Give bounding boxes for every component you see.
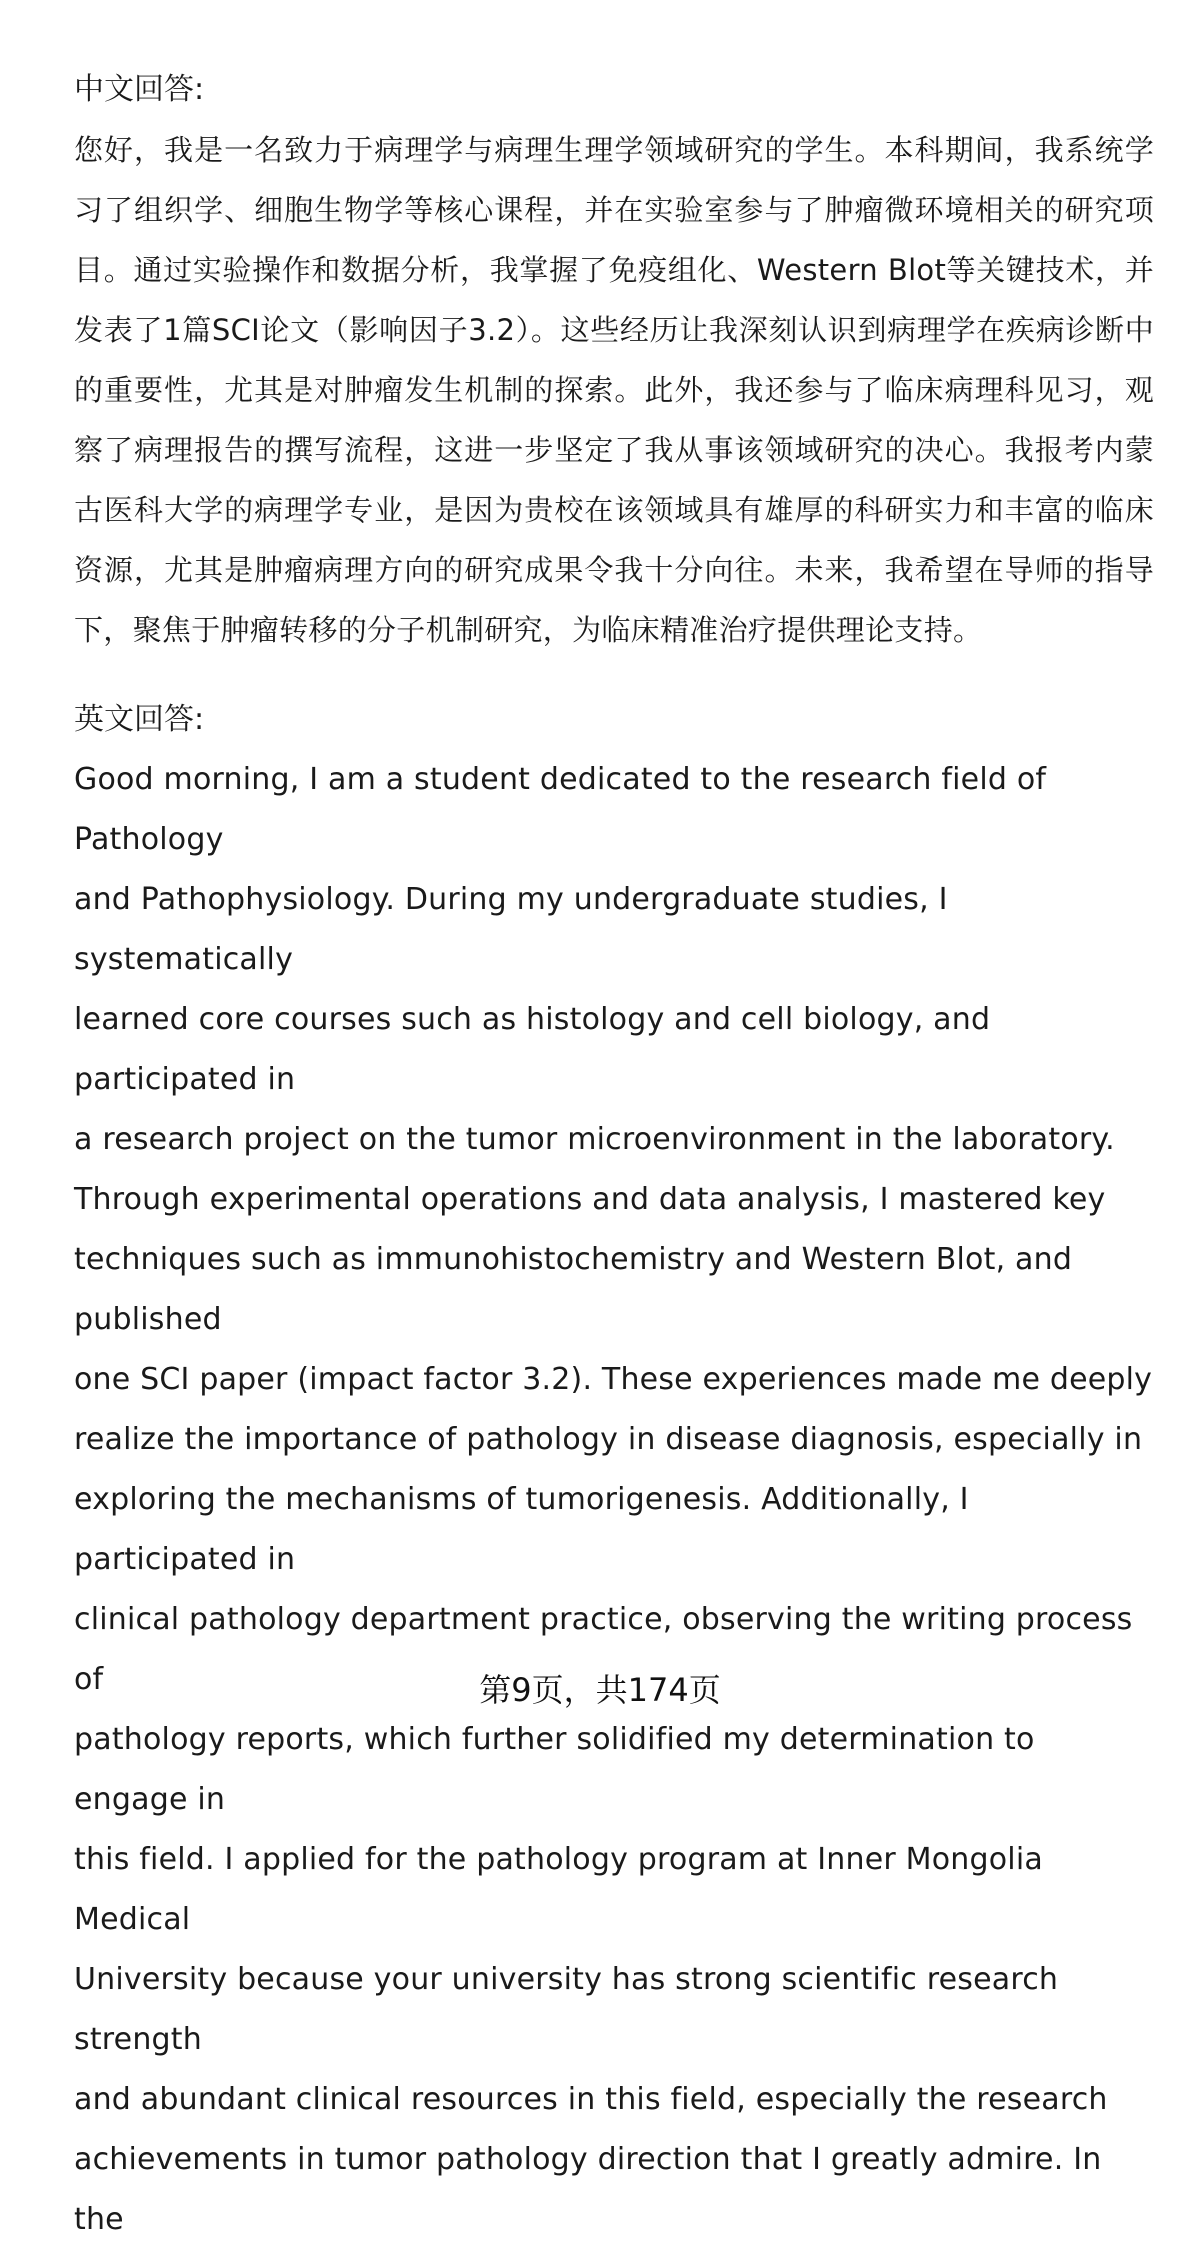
en-answer-line: Good morning, I am a student dedicated to the research field of Pathology [74, 762, 1047, 857]
en-answer-text [74, 750, 1154, 2250]
en-answer-line: exploring the mechanisms of tumorigenesis. Additionally, I participated in [74, 1482, 969, 1577]
cn-answer-label: 中文回答: [74, 72, 205, 107]
section-gap [74, 660, 1154, 690]
en-answer-line: and abundant clinical resources in this field, especially the research [74, 2082, 1108, 2117]
en-answer-line: Through experimental operations and data analysis, I mastered key [74, 1182, 1106, 1217]
en-answer-line: and Pathophysiology. During my undergraduate studies, I systematically [74, 882, 948, 977]
en-answer-line: this field. I applied for the pathology program at Inner Mongolia Medical [74, 1842, 1043, 1937]
page-number-footer: 第9页，共174页 [479, 1671, 721, 1709]
cn-answer-text: 您好，我是一名致力于病理学与病理生理学领域研究的学生。本科期间，我系统学习了组织学、细胞生物学等核心课程，并在实验室参与了肿瘤微环境相关的研究项目。通过实验操作和数据分析，我掌握了免疫组化、Western Blot等关键技术，并发表了1篇SCI论文（影响因子3.2）。这些经历让我深刻认识到病理学在疾病诊断中的重要性，尤其是对肿瘤发生机制的探索。此外，我还参与了临床病理科见习，观察了病理报告的撰写流程，这进一步坚定了我从事该领域研究的决心。我报考内蒙古医科大学的病理学专业，是因为贵校在该领域具有雄厚的科研实力和丰富的临床资源，尤其是肿瘤病理方向的研究成果令我十分向往。未来，我希望在导师的指导下，聚焦于肿瘤转移的分子机制研究，为临床精准治疗提供理论支持。 [74, 133, 1154, 647]
en-answer-line: pathology reports, which further solidified my determination to engage in [74, 1722, 1035, 1817]
en-answer-line: a research project on the tumor microenvironment in the laboratory. [74, 1122, 1115, 1157]
en-answer-line: achievements in tumor pathology direction that I greatly admire. In the [74, 2142, 1102, 2237]
en-answer-line: techniques such as immunohistochemistry and Western Blot, and published [74, 1242, 1073, 1337]
en-answer-line: one SCI paper (impact factor 3.2). These experiences made me deeply [74, 1362, 1153, 1397]
en-answer-line: realize the importance of pathology in disease diagnosis, especially in [74, 1422, 1143, 1457]
en-answer-label: 英文回答: [74, 702, 205, 737]
en-answer-line: clinical pathology department practice, observing the writing process of [74, 1602, 1133, 1697]
en-answer-line: University because your university has strong scientific research strength [74, 1962, 1059, 2057]
en-answer-line: learned core courses such as histology and cell biology, and participated in [74, 1002, 991, 1097]
document-page [74, 60, 1154, 2250]
